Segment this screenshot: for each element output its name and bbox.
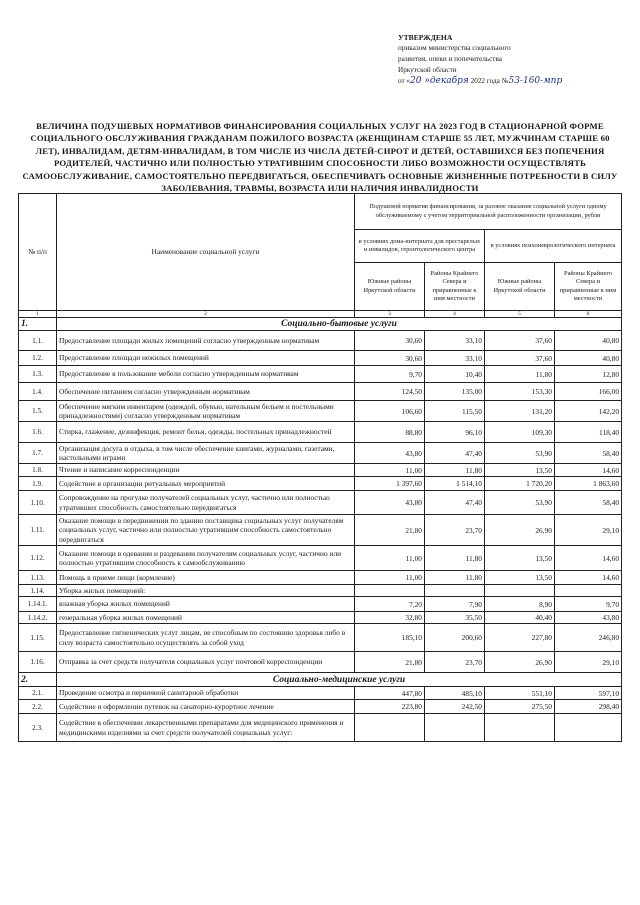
value-south-home: 43,80 — [355, 443, 425, 464]
value-south-home: 9,70 — [355, 366, 425, 383]
header-group-psycho: в условиях психоневрологического интерната — [485, 230, 622, 263]
header-service-name: Наименование социальной услуги — [57, 194, 355, 311]
service-name: генеральная уборка жилых помещений — [57, 612, 355, 624]
value-north-home — [425, 585, 485, 597]
value-south-home — [355, 585, 425, 597]
value-south-home: 43,80 — [355, 491, 425, 515]
value-south-home — [355, 714, 425, 742]
column-number: 4 — [425, 311, 485, 318]
value-south-home: 223,80 — [355, 700, 425, 714]
value-south-psycho: 37,60 — [485, 331, 555, 351]
service-name: влажная уборка жилых помещений — [57, 597, 355, 612]
approval-heading: УТВЕРЖДЕНА — [398, 33, 453, 42]
service-name: Предоставление в пользование мебели согласно утвержденным нормативам — [57, 366, 355, 383]
value-north-psycho: 12,80 — [555, 366, 622, 383]
service-name: Помощь в приеме пищи (кормление) — [57, 571, 355, 585]
service-name: Уборка жилых помещений: — [57, 585, 355, 597]
value-north-psycho: 246,80 — [555, 624, 622, 652]
table-row — [19, 443, 622, 464]
approval-line-2: развития, опеки и попечительства — [398, 55, 502, 63]
value-south-home: 106,60 — [355, 401, 425, 422]
table-row — [19, 491, 622, 515]
table-body — [19, 318, 622, 742]
service-name: Предоставление площади жилых помещений согласно утвержденным нормативам — [57, 331, 355, 351]
value-south-home: 447,80 — [355, 687, 425, 700]
value-north-psycho: 14,60 — [555, 571, 622, 585]
service-name: Отправка за счет средств получателя социальных услуг почтовой корреспонденции — [57, 652, 355, 673]
row-number: 2.2. — [19, 700, 57, 714]
row-number: 1.3. — [19, 366, 57, 383]
header-number: № п/п — [19, 194, 57, 311]
row-number: 1.7. — [19, 443, 57, 464]
row-number: 1.10. — [19, 491, 57, 515]
value-north-psycho: 58,40 — [555, 491, 622, 515]
value-south-home: 11,00 — [355, 571, 425, 585]
approval-date-prefix: от « — [398, 77, 411, 85]
service-name: Чтение и написание корреспонденции — [57, 464, 355, 477]
value-north-home: 47,40 — [425, 491, 485, 515]
value-south-psycho: 551,10 — [485, 687, 555, 700]
value-north-home — [425, 714, 485, 742]
value-north-psycho: 9,70 — [555, 597, 622, 612]
value-north-psycho: 597,10 — [555, 687, 622, 700]
row-number: 1.1. — [19, 331, 57, 351]
section-row — [19, 318, 622, 331]
value-north-psycho: 1 863,60 — [555, 477, 622, 491]
table-row — [19, 571, 622, 585]
value-south-psycho: 53,90 — [485, 491, 555, 515]
row-number: 1.2. — [19, 351, 57, 366]
value-south-home: 1 397,60 — [355, 477, 425, 491]
table-row — [19, 464, 622, 477]
table-row — [19, 652, 622, 673]
section-title: Социально-бытовые услуги — [57, 318, 622, 331]
value-north-home: 33,10 — [425, 351, 485, 366]
row-number: 1.16. — [19, 652, 57, 673]
table-row — [19, 546, 622, 571]
service-name: Организация досуга и отдыха, в том числе обеспечение книгами, журналами, газетами, настольными играми — [57, 443, 355, 464]
norms-table — [18, 193, 622, 742]
header-north-1: Районы Крайнего Севера и приравненные к ним местности — [425, 263, 485, 311]
row-number: 1.8. — [19, 464, 57, 477]
value-north-psycho: 40,80 — [555, 351, 622, 366]
service-name: Содействие в обеспечении лекарственными препаратами для медицинского применения и медицинскими изделиями за счет средств получателей социальных услуг: — [57, 714, 355, 742]
value-north-psycho: 29,10 — [555, 515, 622, 546]
value-south-psycho: 13,50 — [485, 464, 555, 477]
value-north-home: 33,10 — [425, 331, 485, 351]
row-number: 1.4. — [19, 383, 57, 401]
row-number: 1.14. — [19, 585, 57, 597]
value-north-home: 23,70 — [425, 515, 485, 546]
value-north-home: 11,80 — [425, 546, 485, 571]
value-north-home: 242,50 — [425, 700, 485, 714]
service-name: Предоставление гигиенических услуг лицам, не способным по состоянию здоровья либо в силу возраста самостоятельно осуществлять за собой уход — [57, 624, 355, 652]
value-north-psycho: 14,60 — [555, 464, 622, 477]
value-south-home: 7,20 — [355, 597, 425, 612]
value-south-home: 88,80 — [355, 422, 425, 443]
table-row — [19, 597, 622, 612]
table-row — [19, 422, 622, 443]
value-south-home: 21,80 — [355, 652, 425, 673]
service-name: Обеспечение мягким инвентарем (одеждой, обувью, нательным бельем и постельными принадлежностями) согласно утвержденным нормативам — [57, 401, 355, 422]
column-number: 2 — [57, 311, 355, 318]
table-row — [19, 714, 622, 742]
value-north-psycho: 40,80 — [555, 331, 622, 351]
value-north-home: 11,80 — [425, 464, 485, 477]
value-north-psycho: 43,80 — [555, 612, 622, 624]
value-north-home: 11,80 — [425, 571, 485, 585]
value-south-psycho: 37,60 — [485, 351, 555, 366]
table-row — [19, 612, 622, 624]
value-south-psycho: 26,90 — [485, 515, 555, 546]
service-name: Предоставление площади нежилых помещений — [57, 351, 355, 366]
approval-block — [398, 32, 628, 87]
value-north-psycho: 58,40 — [555, 443, 622, 464]
value-south-home: 30,60 — [355, 351, 425, 366]
service-name: Обеспечение питанием согласно утвержденным нормативам — [57, 383, 355, 401]
column-number: 5 — [485, 311, 555, 318]
row-number: 1.14.1. — [19, 597, 57, 612]
value-north-home: 47,40 — [425, 443, 485, 464]
value-north-home: 96,10 — [425, 422, 485, 443]
section-number: 1. — [19, 318, 57, 331]
row-number: 1.9. — [19, 477, 57, 491]
value-south-home: 11,00 — [355, 464, 425, 477]
value-north-psycho: 118,40 — [555, 422, 622, 443]
value-north-home: 23,70 — [425, 652, 485, 673]
header-north-2: Районы Крайнего Севера и приравненные к ним местности — [555, 263, 622, 311]
value-south-psycho: 109,30 — [485, 422, 555, 443]
value-north-psycho — [555, 585, 622, 597]
row-number: 1.15. — [19, 624, 57, 652]
value-south-psycho: 13,50 — [485, 546, 555, 571]
service-name: Содействие в организации ритуальных мероприятий — [57, 477, 355, 491]
row-number: 1.13. — [19, 571, 57, 585]
value-south-psycho: 1 720,20 — [485, 477, 555, 491]
approval-date-handwritten: 20 »дeкaбря — [410, 76, 469, 86]
service-name: Оказание помощи в передвижении по зданию поставщика социальных услуг получателям социальных услуг, частично или полностью утратившим способность самостоятельно передвигаться — [57, 515, 355, 546]
table-row — [19, 624, 622, 652]
header-south-2: Южные районы Иркутской области — [485, 263, 555, 311]
value-south-home: 124,50 — [355, 383, 425, 401]
header-south-1: Южные районы Иркутской области — [355, 263, 425, 311]
header-norm: Подушевой норматив финансирования, за разовое оказание социальной услуги одному обслуживаемому с учетом территориальной расположенности организации, рубли — [355, 194, 622, 230]
value-south-psycho — [485, 585, 555, 597]
value-north-psycho: 142,20 — [555, 401, 622, 422]
value-south-psycho: 153,30 — [485, 383, 555, 401]
table-row — [19, 401, 622, 422]
value-south-home: 21,80 — [355, 515, 425, 546]
row-number: 1.11. — [19, 515, 57, 546]
table-row — [19, 687, 622, 700]
row-number: 1.5. — [19, 401, 57, 422]
table-row — [19, 515, 622, 546]
service-name: Стирка, глажение, дезинфекция, ремонт белья, одежды, постельных принадлежностей — [57, 422, 355, 443]
approval-date-line — [398, 76, 628, 87]
value-south-home: 30,60 — [355, 331, 425, 351]
row-number: 1.6. — [19, 422, 57, 443]
service-name: Проведение осмотра и первичной санитарной обработки — [57, 687, 355, 700]
value-north-home: 135,00 — [425, 383, 485, 401]
value-south-home: 11,00 — [355, 546, 425, 571]
row-number: 2.3. — [19, 714, 57, 742]
value-north-home: 1 514,10 — [425, 477, 485, 491]
table-row — [19, 331, 622, 351]
value-south-psycho: 131,20 — [485, 401, 555, 422]
value-north-home: 10,40 — [425, 366, 485, 383]
row-number: 2.1. — [19, 687, 57, 700]
table-row — [19, 366, 622, 383]
approval-date-year: 2022 года № — [468, 77, 509, 85]
approval-line-1: приказом министерства социального — [398, 44, 511, 52]
row-number: 1.12. — [19, 546, 57, 571]
service-name: Сопровождение на прогулке получателей социальных услуг, частично или полностью утративших способность самостоятельно передвигаться — [57, 491, 355, 515]
table-row — [19, 383, 622, 401]
column-number: 1 — [19, 311, 57, 318]
value-south-psycho: 53,90 — [485, 443, 555, 464]
header-group-home: в условиях дома-интерната для престарелых и инвалидов, геронтологического центра — [355, 230, 485, 263]
table-row — [19, 700, 622, 714]
value-south-psycho: 26,90 — [485, 652, 555, 673]
service-name: Содействие и оформлении путевок на санаторно-курортное лечение — [57, 700, 355, 714]
value-south-psycho: 275,50 — [485, 700, 555, 714]
value-north-home: 485,10 — [425, 687, 485, 700]
section-number: 2. — [19, 673, 57, 687]
value-north-home: 200,60 — [425, 624, 485, 652]
value-north-psycho — [555, 714, 622, 742]
value-south-psycho: 40,40 — [485, 612, 555, 624]
service-name: Оказание помощи в одевании и раздевании получателям социальных услуг, частично или полностью утратившим способность к самообслуживанию — [57, 546, 355, 571]
value-north-psycho: 166,00 — [555, 383, 622, 401]
value-south-psycho — [485, 714, 555, 742]
approval-number-handwritten: 53-160-мпр — [508, 76, 563, 86]
table-row — [19, 351, 622, 366]
value-south-psycho: 227,80 — [485, 624, 555, 652]
document-title: ВЕЛИЧИНА ПОДУШЕВЫХ НОРМАТИВОВ ФИНАНСИРОВАНИЯ СОЦИАЛЬНЫХ УСЛУГ НА 2023 ГОД В СТАЦИОНАРНОЙ ФОРМЕ СОЦИАЛЬНОГО ОБСЛУЖИВАНИЯ ГРАЖДАНАМ ПОЖИЛОГО ВОЗРАСТА (ЖЕНЩИНАМ СТАРШЕ 55 ЛЕТ, МУЖЧИНАМ СТАРШЕ 60 ЛЕТ), ИНВАЛИДАМ, ДЕТЯМ-ИНВАЛИДАМ, В ТОМ ЧИСЛЕ ИЗ ЧИСЛА ДЕТЕЙ-СИРОТ И ДЕТЕЙ, ОСТАВШИХСЯ БЕЗ ПОПЕЧЕНИЯ РОДИТЕЛЕЙ, ЧАСТИЧНО ИЛИ ПОЛНОСТЬЮ УТРАТИВШИМ СПОСОБНОСТИ ЛИБО ВОЗМОЖНОСТИ ОСУЩЕСТВЛЯТЬ САМООБСЛУЖИВАНИЕ, САМОСТОЯТЕЛЬНО ПЕРЕДВИГАТЬСЯ, ОБЕСПЕЧИВАТЬ ОСНОВНЫЕ ЖИЗНЕННЫЕ ПОТРЕБНОСТИ В СИЛУ ЗАБОЛЕВАНИЯ, ТРАВМЫ, ВОЗРАСТА ИЛИ НАЛИЧИЯ ИНВАЛИДНОСТИ — [22, 121, 618, 194]
value-north-psycho: 14,60 — [555, 546, 622, 571]
approval-line-3: Иркутской области — [398, 66, 457, 74]
value-south-psycho: 8,90 — [485, 597, 555, 612]
row-number: 1.14.2. — [19, 612, 57, 624]
value-south-home: 185,10 — [355, 624, 425, 652]
section-row — [19, 673, 622, 687]
value-north-psycho: 298,40 — [555, 700, 622, 714]
value-north-home: 115,50 — [425, 401, 485, 422]
table-row — [19, 477, 622, 491]
value-north-home: 35,50 — [425, 612, 485, 624]
column-number: 3 — [355, 311, 425, 318]
value-north-home: 7,90 — [425, 597, 485, 612]
value-north-psycho: 29,10 — [555, 652, 622, 673]
value-south-home: 32,80 — [355, 612, 425, 624]
value-south-psycho: 13,50 — [485, 571, 555, 585]
section-title: Социально-медицинские услуги — [57, 673, 622, 687]
column-number: 6 — [555, 311, 622, 318]
table-row — [19, 585, 622, 597]
value-south-psycho: 11,80 — [485, 366, 555, 383]
